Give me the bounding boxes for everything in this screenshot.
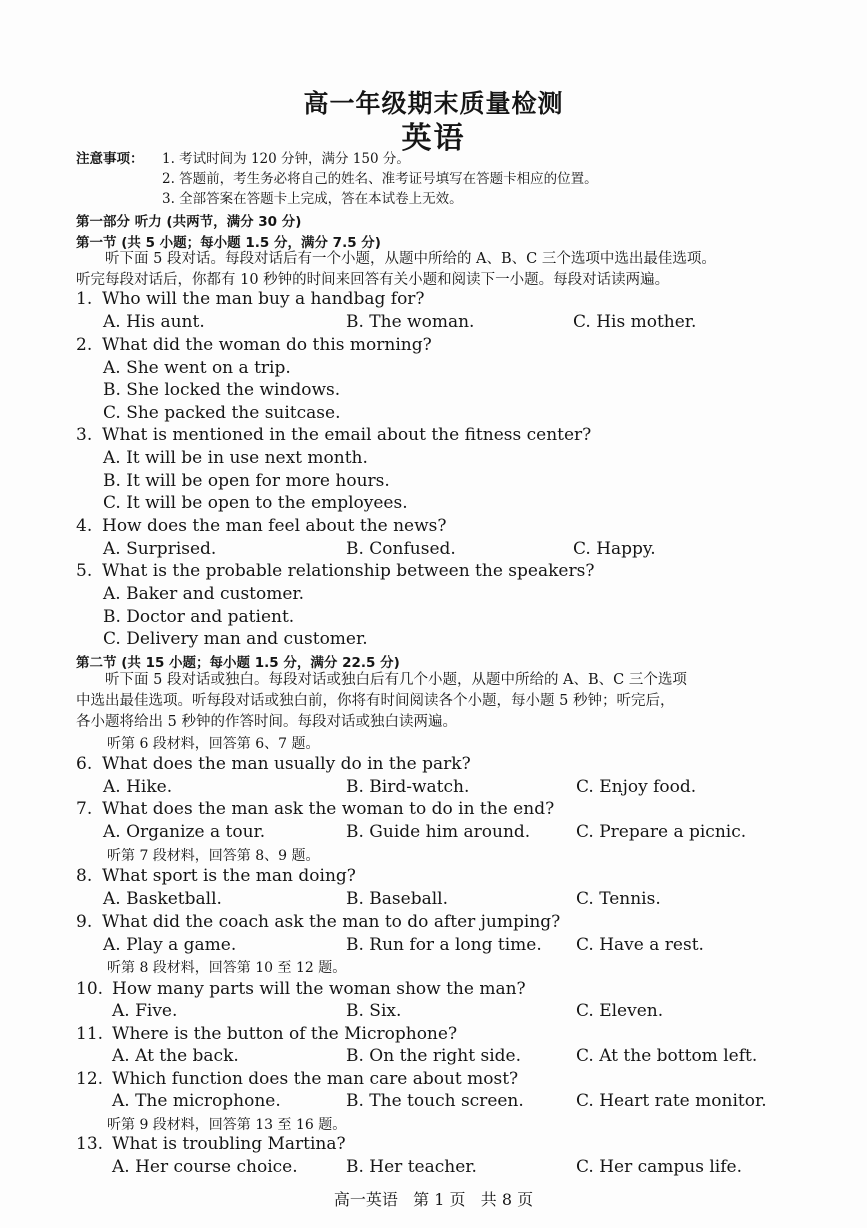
option-c: C. Happy. bbox=[573, 539, 656, 559]
question-text: What is troubling Martina? bbox=[112, 1134, 346, 1154]
instruction-line: 中选出最佳选项。听每段对话或独白前，你将有时间阅读各个小题，每小题 5 秒钟；听完后， bbox=[76, 693, 675, 709]
instruction-line: 各小题将给出 5 秒钟的作答时间。每段对话或独白读两遍。 bbox=[76, 714, 457, 730]
option-c: C. Tennis. bbox=[576, 889, 661, 909]
option-c: C. Enjoy food. bbox=[576, 777, 697, 797]
question-text: Where is the button of the Microphone? bbox=[112, 1024, 458, 1044]
option-b: B. Bird-watch. bbox=[346, 777, 470, 797]
question-number: 7. bbox=[76, 799, 93, 819]
option-c: C. At the bottom left. bbox=[576, 1046, 758, 1066]
note-item: 2. 答题前，考生务必将自己的姓名、准考证号填写在答题卡相应的位置。 bbox=[162, 171, 598, 187]
option-a: A. His aunt. bbox=[103, 312, 205, 332]
question-text: What is the probable relationship between the speakers? bbox=[102, 561, 595, 581]
option-b: B. Confused. bbox=[346, 539, 456, 559]
question-text: What does the man usually do in the park? bbox=[102, 754, 471, 774]
option-a: A. Organize a tour. bbox=[103, 822, 266, 842]
option-b: B. Baseball. bbox=[346, 889, 449, 909]
option-a: A. The microphone. bbox=[112, 1091, 281, 1111]
material-note: 听第 9 段材料，回答第 13 至 16 题。 bbox=[107, 1117, 347, 1133]
option-a: A. Baker and customer. bbox=[103, 584, 305, 604]
question-7 bbox=[76, 799, 554, 819]
question-number: 8. bbox=[76, 866, 93, 886]
exam-notes bbox=[76, 149, 598, 209]
option-a: A. Play a game. bbox=[103, 935, 237, 955]
question-number: 12. bbox=[76, 1069, 104, 1089]
question-number: 6. bbox=[76, 754, 93, 774]
material-note: 听第 7 段材料，回答第 8、9 题。 bbox=[107, 848, 320, 864]
option-b: B. Run for a long time. bbox=[346, 935, 542, 955]
question-9 bbox=[76, 912, 560, 932]
option-a: A. It will be in use next month. bbox=[103, 448, 368, 468]
option-a: A. Basketball. bbox=[103, 889, 222, 909]
question-number: 2. bbox=[76, 335, 93, 355]
instruction-line: 听完每段对话后，你都有 10 秒钟的时间来回答有关小题和阅读下一小题。每段对话读两遍。 bbox=[76, 272, 670, 288]
option-c: C. Eleven. bbox=[576, 1001, 664, 1021]
question-text: What did the coach ask the man to do after jumping? bbox=[102, 912, 561, 932]
question-text: What is mentioned in the email about the fitness center? bbox=[102, 425, 592, 445]
question-number: 13. bbox=[76, 1134, 104, 1154]
question-number: 1. bbox=[76, 289, 93, 309]
option-a: A. Surprised. bbox=[103, 539, 217, 559]
question-5 bbox=[76, 561, 594, 581]
question-text: How does the man feel about the news? bbox=[102, 516, 447, 536]
option-b: B. Guide him around. bbox=[346, 822, 531, 842]
instruction-line: 听下面 5 段对话或独白。每段对话或独白后有几个小题，从题中所给的 A、B、C 三个选项 bbox=[105, 672, 687, 688]
question-text: Who will the man buy a handbag for? bbox=[102, 289, 425, 309]
question-number: 9. bbox=[76, 912, 93, 932]
question-number: 10. bbox=[76, 979, 104, 999]
option-a: A. Five. bbox=[112, 1001, 178, 1021]
option-a: A. Her course choice. bbox=[112, 1157, 298, 1177]
question-4 bbox=[76, 516, 447, 536]
option-c: C. Have a rest. bbox=[576, 935, 704, 955]
option-c: C. Prepare a picnic. bbox=[576, 822, 747, 842]
option-c: C. His mother. bbox=[573, 312, 697, 332]
section2-instructions bbox=[76, 670, 814, 733]
option-a: A. Hike. bbox=[103, 777, 173, 797]
question-text: What did the woman do this morning? bbox=[102, 335, 432, 355]
question-number: 4. bbox=[76, 516, 93, 536]
question-13 bbox=[76, 1134, 346, 1154]
subject-title: 英语 bbox=[401, 121, 466, 156]
option-b: B. The touch screen. bbox=[346, 1091, 524, 1111]
question-text: Which function does the man care about most? bbox=[112, 1069, 519, 1089]
option-c: C. Heart rate monitor. bbox=[576, 1091, 767, 1111]
note-item: 1. 考试时间为 120 分钟，满分 150 分。 bbox=[162, 151, 410, 167]
question-2 bbox=[76, 335, 432, 355]
question-6 bbox=[76, 754, 471, 774]
option-b: B. It will be open for more hours. bbox=[103, 471, 390, 491]
option-c: C. Her campus life. bbox=[576, 1157, 742, 1177]
question-text: What sport is the man doing? bbox=[102, 866, 356, 886]
option-a: A. She went on a trip. bbox=[103, 358, 291, 378]
option-b: B. Her teacher. bbox=[346, 1157, 477, 1177]
question-text: What does the man ask the woman to do in the end? bbox=[102, 799, 555, 819]
page-footer: 高一英语 第 1 页 共 8 页 bbox=[333, 1190, 534, 1209]
question-1 bbox=[76, 289, 425, 309]
option-c: C. Delivery man and customer. bbox=[103, 629, 368, 649]
option-b: B. Six. bbox=[346, 1001, 402, 1021]
option-a: A. At the back. bbox=[112, 1046, 239, 1066]
part1-heading: 第一部分 听力 (共两节，满分 30 分) bbox=[76, 214, 302, 230]
option-b: B. The woman. bbox=[346, 312, 475, 332]
question-3 bbox=[76, 425, 591, 445]
note-item: 3. 全部答案在答题卡上完成，答在本试卷上无效。 bbox=[162, 191, 463, 207]
question-10 bbox=[76, 979, 526, 999]
section2-heading: 第二节 (共 15 小题；每小题 1.5 分，满分 22.5 分) bbox=[76, 655, 400, 671]
option-c: C. It will be open to the employees. bbox=[103, 493, 408, 513]
question-number: 5. bbox=[76, 561, 93, 581]
material-note: 听第 6 段材料，回答第 6、7 题。 bbox=[107, 736, 320, 752]
question-number: 11. bbox=[76, 1024, 104, 1044]
material-note: 听第 8 段材料，回答第 10 至 12 题。 bbox=[107, 960, 347, 976]
exam-title: 高一年级期末质量检测 bbox=[303, 89, 564, 118]
question-8 bbox=[76, 866, 356, 886]
option-b: B. She locked the windows. bbox=[103, 380, 341, 400]
question-number: 3. bbox=[76, 425, 93, 445]
notes-label: 注意事项： bbox=[76, 151, 144, 167]
section1-heading: 第一节 (共 5 小题；每小题 1.5 分，满分 7.5 分) bbox=[76, 235, 381, 251]
instruction-line: 听下面 5 段对话。每段对话后有一个小题，从题中所给的 A、B、C 三个选项中选出最佳选项。 bbox=[105, 251, 716, 267]
option-b: B. Doctor and patient. bbox=[103, 607, 295, 627]
option-b: B. On the right side. bbox=[346, 1046, 521, 1066]
section1-instructions bbox=[76, 249, 814, 291]
question-11 bbox=[76, 1024, 457, 1044]
option-c: C. She packed the suitcase. bbox=[103, 403, 341, 423]
question-text: How many parts will the woman show the man? bbox=[112, 979, 526, 999]
question-12 bbox=[76, 1069, 518, 1089]
